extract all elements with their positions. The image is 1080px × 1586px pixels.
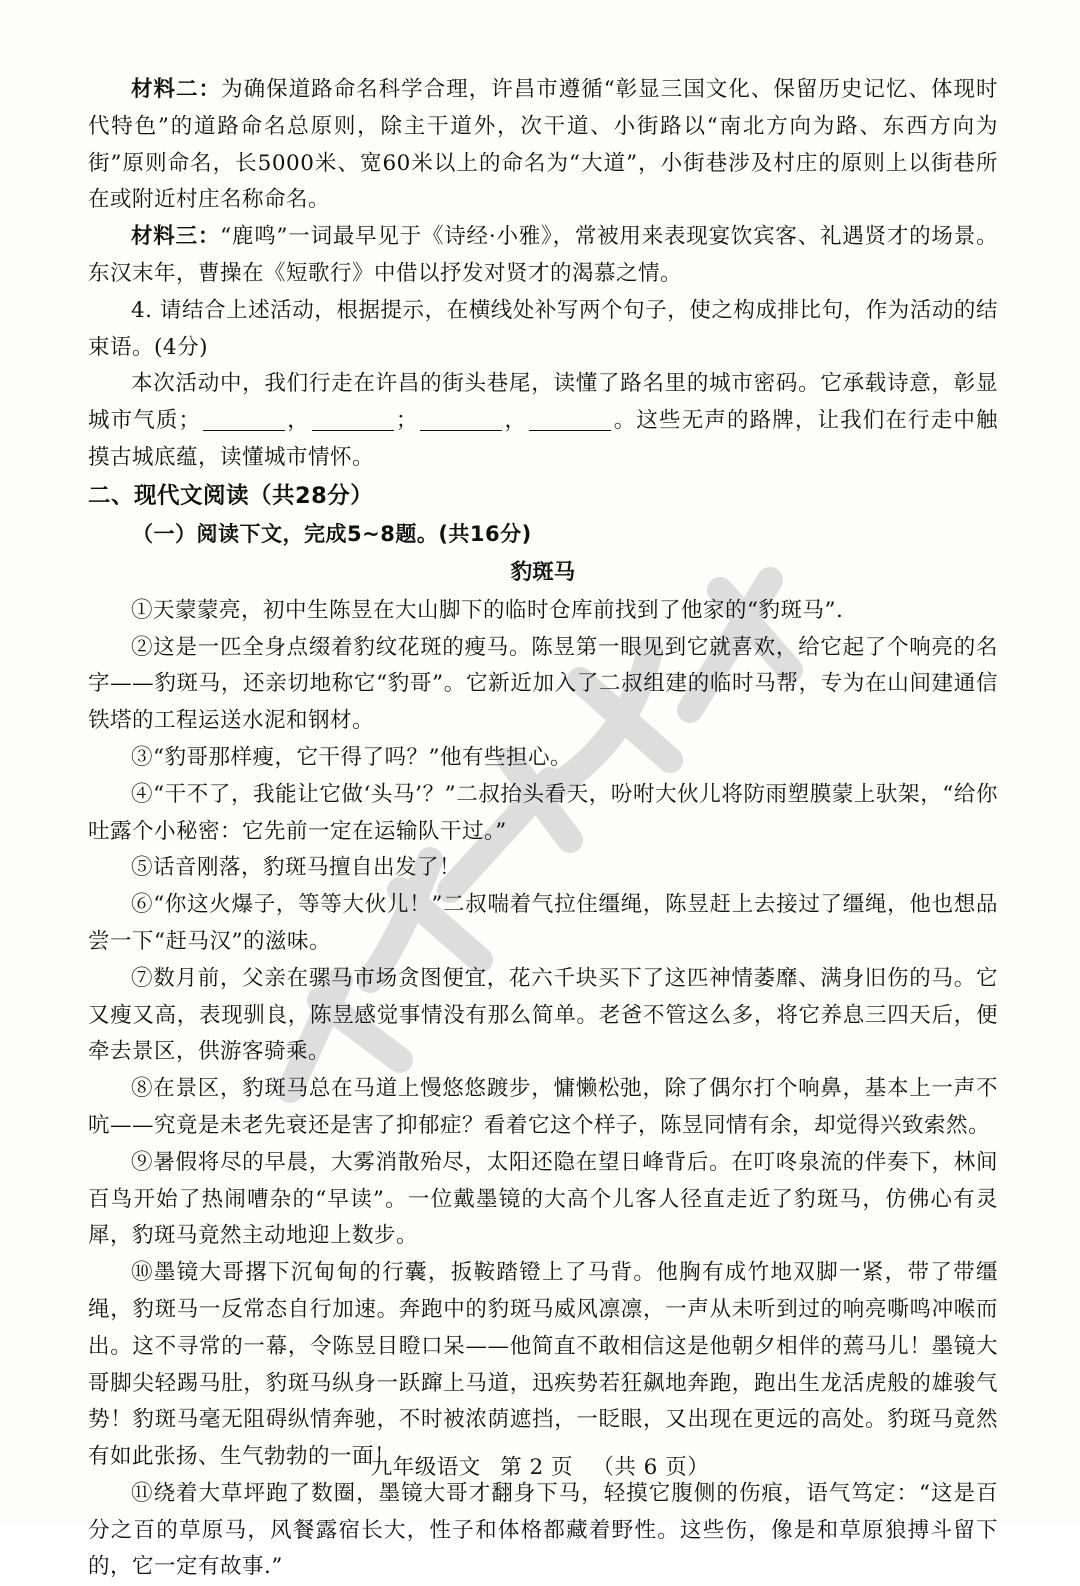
paragraph-1: ①天蒙蒙亮，初中生陈昱在大山脚下的临时仓库前找到了他家的“豹斑马”. <box>131 597 844 623</box>
answer-blank-3[interactable] <box>420 409 502 432</box>
section-heading: 二、现代文阅读（共28分） <box>88 482 374 509</box>
material-three-label: 材料三： <box>131 224 221 250</box>
paragraph-9: ⑨暑假将尽的早晨，大雾消散殆尽，太阳还隐在望日峰背后。在叮咚泉流的伴奏下，林间百鸟开始了热闹嘈杂的“早读”。一位戴墨镜的大高个儿客人径直走近了豹斑马，仿佛心有灵犀，豹斑马竟然主动地迎上数步。 <box>88 1149 998 1249</box>
paragraph-2: ②这是一匹全身点缀着豹纹花斑的瘦马。陈昱第一眼见到它就喜欢，给它起了个响亮的名字——豹斑马，还亲切地称它“豹哥”。它新近加入了二叔组建的临时马帮，专为在山间建通信铁塔的工程运送水泥和钢材。 <box>88 634 998 734</box>
footer-course: 九年级语文 <box>370 1455 481 1480</box>
passage-part-b: 。这些无声的路牌，让我们在行走中触摸古城底蕴，读懂城市情怀。 <box>88 408 998 470</box>
paragraph-6: ⑥“你这火爆子，等等大伙儿！”二叔喘着气拉住缰绳，陈昱赶上去接过了缰绳，他也想品尝一下“赶马汉”的滋味。 <box>88 892 998 954</box>
paragraph-3: ③“豹哥那样瘦，它干得了吗？”他有些担心。 <box>131 744 572 770</box>
material-two <box>88 72 998 219</box>
question-4: 4. 请结合上述活动，根据提示，在横线处补写两个句子，使之构成排比句，作为活动的结束语。(4分) <box>88 297 998 360</box>
material-three <box>88 219 998 293</box>
material-three-text: “鹿鸣”一词最早见于《诗经·小雅》，常被用来表现宴饮宾客、礼遇贤才的场景。东汉末年，曹操在《短歌行》中借以抒发对贤才的渴慕之情。 <box>88 224 998 286</box>
answer-blank-2[interactable] <box>312 409 394 432</box>
paragraph-8: ⑧在景区，豹斑马总在马道上慢悠悠踱步，慵懒松弛，除了偶尔打个响鼻，基本上一声不吭——究竟是未老先衰还是害了抑郁症？看着它这个样子，陈昱同情有余，却觉得兴致索然。 <box>88 1076 998 1138</box>
paragraph-11: ⑪绕着大草坪跑了数圈，墨镜大哥才翻身下马，轻摸它腹侧的伤痕，语气笃定：“这是百分之百的草原马，风餐露宿长大，性子和体格都藏着野性。这些伤，像是和草原狼搏斗留下的，它一定有故事.” <box>88 1480 998 1580</box>
separator-2: ； <box>395 408 418 434</box>
separator-3: ， <box>503 408 528 434</box>
page-footer <box>0 1450 1080 1481</box>
separator-1: ， <box>286 408 310 434</box>
subsection-heading: （一）阅读下文，完成5~8题。(共16分) <box>132 521 532 546</box>
paragraph-7: ⑦数月前，父亲在骡马市场贪图便宜，花六千块买下了这匹神情萎靡、满身旧伤的马。它又瘦又高，表现驯良，陈昱感觉事情没有那么简单。老爸不管这么多，将它养息三四天后，便牵去景区，供游客骑乘。 <box>88 965 998 1065</box>
passage-part-a: 本次活动中，我们行走在许昌的街头巷尾，读懂了路名里的城市密码。它承载诗意，彰显城市气质； <box>88 371 998 434</box>
footer-page-number: 第 2 页 <box>500 1455 573 1480</box>
answer-blank-4[interactable] <box>529 409 611 432</box>
paragraph-4: ④“干不了，我能让它做‘头马’？”二叔抬头看天，吩咐大伙儿将防雨塑膜蒙上驮架，“给你吐露个小秘密：它先前一定在运输队干过。” <box>88 781 998 844</box>
article-title: 豹斑马 <box>510 559 576 585</box>
paragraph-5: ⑤话音刚落，豹斑马擅自出发了！ <box>131 855 462 881</box>
page-content <box>88 72 998 1586</box>
answer-blank-1[interactable] <box>203 409 285 432</box>
material-two-text: 为确保道路命名科学合理，许昌市遵循“彰显三国文化、保留历史记忆、体现时代特色”的道路命名总原则，除主干道外，次干道、小街路以“南北方向为路、东西方向为街”原则命名，长5000米、宽60米以上的命名为“大道”，小街巷涉及村庄的原则上以街巷所在或附近村庄名称命名。 <box>88 77 998 213</box>
footer-total-pages: （共 6 页） <box>592 1455 710 1480</box>
material-two-label: 材料二： <box>131 77 222 102</box>
question-4-passage <box>88 366 998 476</box>
paragraph-10: ⑩墨镜大哥撂下沉甸甸的行囊，扳鞍踏镫上了马背。他胸有成竹地双脚一紧，带了带缰绳，豹斑马一反常态自行加速。奔跑中的豹斑马威风凛凛，一声从未听到过的响亮嘶鸣冲喉而出。这不寻常的一幕，令陈昱目瞪口呆——他简直不敢相信这是他朝夕相伴的蔫马儿！墨镜大哥脚尖轻踢马肚，豹斑马纵身一跃蹿上马道，迅疾势若狂飙地奔跑，跑出生龙活虎般的雄骏气势！豹斑马毫无阻碍纵情奔驰，不时被浓荫遮挡，一眨眼，又出现在更远的高处。豹斑马竟然有如此张扬、生气勃勃的一面！ <box>88 1260 998 1470</box>
